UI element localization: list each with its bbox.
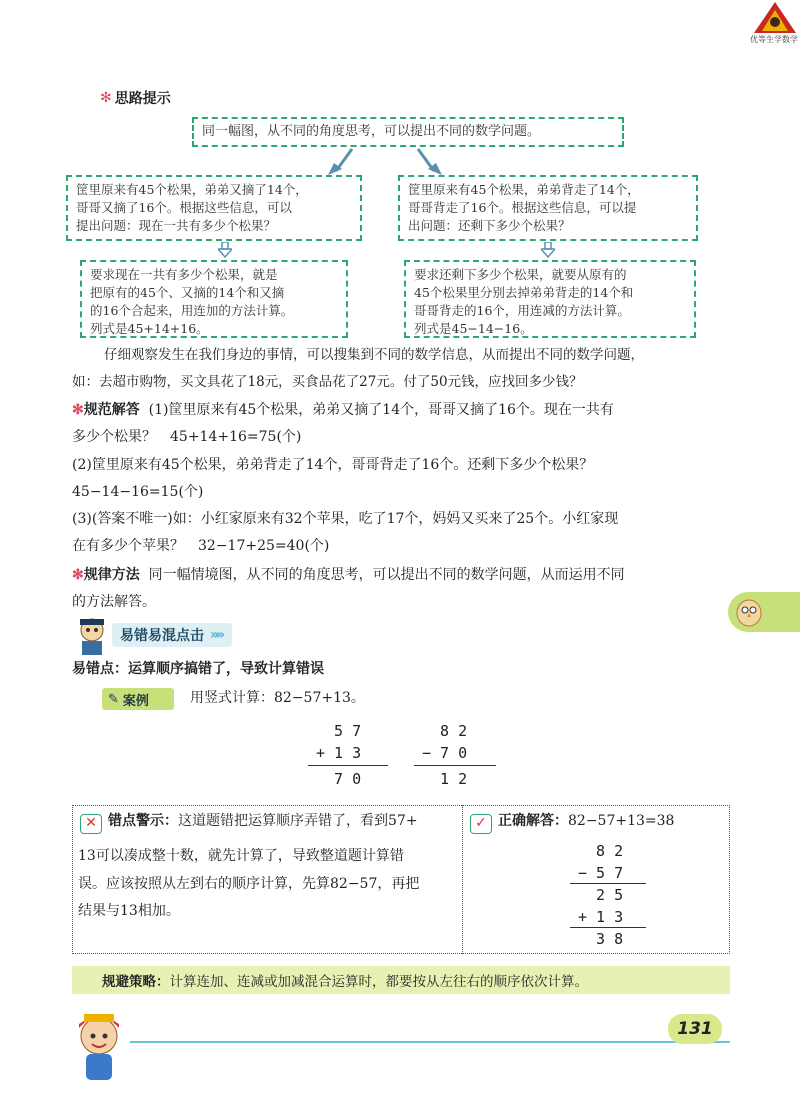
right-a-line: 45个松果里分别去掉弟弟背走的14个和 — [414, 285, 634, 300]
calc-row: − 7 0 — [422, 744, 468, 762]
left-a-line: 要求现在一共有多少个松果，就是 — [90, 267, 278, 282]
warning-line-2: 13可以凑成整十数，就先计算了，导致整道题计算错 — [78, 848, 404, 864]
mistake-banner-text: 易错易混点击 — [120, 628, 204, 644]
page-number: 131 — [668, 1014, 722, 1044]
left-q-line: 提出问题：现在一共有多少个松果？ — [76, 218, 277, 233]
calc-row: 5 7 — [316, 722, 362, 740]
mistake-point: 易错点：运算顺序搞错了，导致计算错误 — [72, 661, 324, 677]
warning-line-4: 结果与13相加。 — [78, 903, 180, 919]
down-arrow-icon — [541, 242, 555, 258]
strategy-text: 计算连加、连减或加减混合运算时，都要按从左往右的顺序依次计算。 — [169, 974, 588, 990]
case-tag — [102, 688, 174, 710]
error-box-divider — [462, 805, 463, 954]
owl-icon — [734, 596, 764, 628]
calc-row: − 5 7 — [578, 864, 624, 882]
right-a-line: 要求还剩下多少个松果，就要从原有的 — [414, 267, 627, 282]
hint-top-box — [192, 117, 624, 147]
flower-icon: ✻ — [100, 90, 112, 106]
chevron-right-icon: »» — [210, 627, 223, 643]
observe-line-1: 仔细观察发生在我们身边的事情，可以搜集到不同的数学信息，从而提出不同的数学问题， — [104, 347, 644, 363]
left-q-line: 哥哥又摘了16个。根据这些信息，可以 — [76, 200, 292, 215]
vertical-calc-wrong-a — [316, 720, 361, 790]
side-tab — [728, 592, 800, 632]
strategy-bar — [72, 966, 730, 994]
correct-expr: 82−57+13=38 — [568, 813, 675, 829]
method-label: 规律方法 — [83, 567, 140, 583]
calc-line — [570, 883, 646, 884]
warning-line-3: 误。应该按照从左到右的顺序计算，先算82−57，再把 — [78, 876, 420, 892]
right-a-line: 列式是45−14−16。 — [414, 321, 533, 336]
strategy-label: 规避策略： — [102, 974, 170, 990]
warning-text: 这道题错把运算顺序弄错了，看到57+ — [178, 813, 418, 829]
calc-row: + 1 3 — [578, 908, 624, 926]
check-icon: ✓ — [470, 814, 492, 834]
calc-line — [570, 927, 646, 928]
left-a-line: 把原有的45个、又摘的14个和又摘 — [90, 285, 285, 300]
split-arrows-icon — [322, 147, 452, 177]
right-q-line: 出问题：还剩下多少个松果？ — [408, 218, 571, 233]
case-text: 用竖式计算：82−57+13。 — [190, 690, 365, 706]
calc-line — [308, 765, 388, 766]
correct-label: 正确解答： — [498, 813, 568, 829]
answer-p2a: (2)筐里原来有45个松果，弟弟背走了14个，哥哥背走了16个。还剩下多少个松果？ — [72, 457, 594, 473]
left-a-line: 的16个合起来，用连加的方法计算。 — [90, 303, 294, 318]
warning-line-1 — [108, 808, 418, 835]
answer-p3b: 在有多少个苹果？ 32−17+25=40(个) — [72, 538, 330, 554]
calc-row: 3 8 — [578, 930, 624, 948]
method-line-1 — [72, 562, 625, 589]
down-arrow-icon — [218, 242, 232, 258]
answer-line-1 — [72, 397, 614, 424]
hint-title-text: 思路提示 — [114, 91, 171, 107]
case-label: 案例 — [122, 693, 149, 709]
kid-mascot-icon — [64, 1006, 134, 1086]
left-a-line: 列式是45+14+16。 — [90, 321, 209, 336]
right-a-line: 哥哥背走的16个，用连减的方法计算。 — [414, 303, 630, 318]
calc-row: 8 2 — [422, 722, 468, 740]
hint-left-question — [66, 175, 362, 241]
method-line-2: 的方法解答。 — [72, 594, 156, 610]
flower-icon: ✻ — [72, 567, 84, 583]
right-q-line: 哥哥背走了16个。根据这些信息，可以提 — [408, 200, 637, 215]
answer-label: 规范解答 — [83, 402, 140, 418]
answer-p1b: 多少个松果？ 45+14+16=75(个) — [72, 429, 302, 445]
mistake-banner — [112, 623, 232, 647]
teacher-mascot-icon — [70, 614, 114, 658]
hint-title — [100, 88, 171, 108]
answer-p1a: (1)筐里原来有45个松果，弟弟又摘了14个，哥哥又摘了16个。现在一共有 — [148, 402, 614, 418]
logo-triangle-icon — [752, 0, 798, 34]
calc-row: 1 2 — [422, 770, 468, 788]
hint-left-analysis — [80, 260, 348, 338]
hint-top-text: 同一幅图，从不同的角度思考，可以提出不同的数学问题。 — [202, 124, 541, 139]
right-q-line: 筐里原来有45个松果，弟弟背走了14个， — [408, 182, 640, 197]
pencil-icon: ✎ — [108, 691, 119, 707]
hint-right-analysis — [404, 260, 696, 338]
correct-line — [498, 808, 674, 835]
vertical-calc-wrong-b — [422, 720, 467, 790]
warning-label: 错点警示： — [108, 813, 178, 829]
logo-text: 优等生学数学 — [750, 35, 798, 44]
answer-p3a: (3)(答案不唯一)如：小红家原来有32个苹果，吃了17个，妈妈又买来了25个。小红家现 — [72, 511, 619, 527]
vertical-calc-correct — [578, 840, 623, 950]
left-q-line: 筐里原来有45个松果，弟弟又摘了14个， — [76, 182, 308, 197]
calc-row: 8 2 — [578, 842, 624, 860]
footer-line — [130, 1041, 730, 1043]
method-text: 同一幅情境图，从不同的角度思考，可以提出不同的数学问题，从而运用不同 — [148, 567, 625, 583]
calc-row: 2 5 — [578, 886, 624, 904]
answer-p2b: 45−14−16=15(个) — [72, 484, 204, 500]
cross-icon: ✕ — [80, 814, 102, 834]
calc-line — [414, 765, 496, 766]
calc-row: + 1 3 — [316, 744, 362, 762]
hint-right-question — [398, 175, 698, 241]
calc-row: 7 0 — [316, 770, 362, 788]
observe-line-2: 如：去超市购物，买文具花了18元，买食品花了27元。付了50元钱，应找回多少钱？ — [72, 374, 583, 390]
flower-icon: ✻ — [72, 402, 84, 418]
